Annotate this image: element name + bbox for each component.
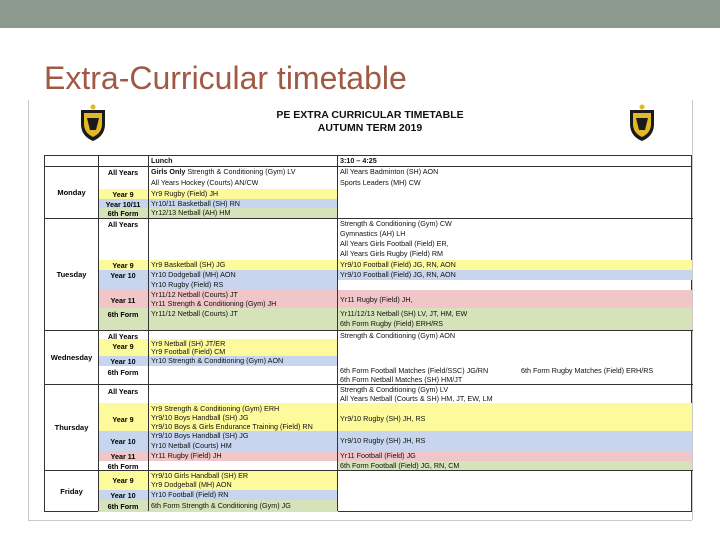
lunch-activity: Yr9/10 Girls Handball (SH) ER xyxy=(151,472,249,480)
lunch-activity: Yr9 Football (Field) CM xyxy=(151,348,226,356)
after-activity: All Years Badminton (SH) AON xyxy=(340,168,439,176)
lunch-activity: Yr9/10 Boys Handball (SH) JG xyxy=(151,414,249,422)
timetable-grid xyxy=(44,155,692,512)
lunch-activity: Yr10 Rugby (Field) RS xyxy=(151,281,224,289)
after-activity: All Years Girls Rugby (Field) RM xyxy=(340,250,444,258)
day-thursday: Thursday xyxy=(45,384,98,470)
year-label: All Years xyxy=(107,168,139,177)
after-activity: 6th Form Rugby Matches (Field) ERH/RS xyxy=(521,367,654,375)
year-label: Year 10 xyxy=(110,357,136,366)
after-activity: Yr11/12/13 Netball (SH) LV, JT, HM, EW xyxy=(340,310,468,318)
lunch-activity: Yr9/10 Boys & Girls Endurance Training (Field) RN xyxy=(151,423,313,431)
after-activity: 6th Form Rugby (Field) ERH/RS xyxy=(340,320,444,328)
year-label: All Years xyxy=(107,332,139,341)
lunch-activity: Yr9 Basketball (SH) JG xyxy=(151,261,226,269)
lunch-activity: Yr9 Dodgeball (MH) AON xyxy=(151,481,232,489)
after-activity: Strength & Conditioning (Gym) LV xyxy=(340,386,449,394)
year-label: Year 10 xyxy=(110,271,136,280)
lunch-activity: Yr9 Strength & Conditioning (Gym) ERH xyxy=(151,405,280,413)
day-friday: Friday xyxy=(45,470,98,512)
day-tuesday: Tuesday xyxy=(45,218,98,330)
girls-only-label: Girls Only xyxy=(151,168,186,176)
after-activity: Yr9/10 Football (Field) JG, RN, AON xyxy=(340,261,456,269)
school-crest-right-icon xyxy=(627,104,657,142)
year-label: All Years xyxy=(107,220,139,229)
lunch-activity: 6th Form Strength & Conditioning (Gym) JG xyxy=(151,502,291,510)
lunch-activity: Yr12/13 Netball (AH) HM xyxy=(151,209,231,217)
lunch-activity-text: Strength & Conditioning (Gym) LV xyxy=(187,168,296,176)
after-activity: Sports Leaders (MH) CW xyxy=(340,179,421,187)
year-label: Year 9 xyxy=(112,415,134,424)
lunch-activity: Yr11 Rugby (Field) JH xyxy=(151,452,222,460)
year-label: Year 10 xyxy=(110,491,136,500)
year-label: 6th Form xyxy=(107,310,139,319)
year-label: 6th Form xyxy=(107,368,139,377)
lunch-activity: Yr9 Rugby (Field) JH xyxy=(151,190,219,198)
day-monday: Monday xyxy=(57,187,86,197)
lunch-activity xyxy=(149,168,296,176)
year-label: Year 11 xyxy=(110,296,136,305)
header-after-school: 3:10 – 4:25 xyxy=(340,157,377,165)
lunch-activity: Yr11 Strength & Conditioning (Gym) JH xyxy=(151,300,277,308)
slide-frame-left xyxy=(28,100,29,520)
after-activity: Yr11 Rugby (Field) JH, xyxy=(340,296,413,304)
after-activity: 6th Form Football Matches (Field/SSC) JG/RN xyxy=(340,367,489,375)
year-label: Year 9 xyxy=(112,190,134,199)
after-activity: Yr9/10 Football (Field) JG, RN, AON xyxy=(340,271,456,279)
after-activity: Yr9/10 Rugby (SH) JH, RS xyxy=(340,415,426,423)
row-separator xyxy=(98,330,693,331)
header-separator xyxy=(45,166,691,167)
after-activity: Yr9/10 Rugby (SH) JH, RS xyxy=(340,437,426,445)
after-activity: Gymnastics (AH) LH xyxy=(340,230,406,238)
lunch-activity: Yr10/11 Basketball (SH) RN xyxy=(151,200,240,208)
after-activity: All Years Girls Football (Field) ER, xyxy=(340,240,449,248)
year-label: Year 10 xyxy=(110,437,136,446)
lunch-activity: Yr10 Dodgeball (MH) AON xyxy=(151,271,236,279)
slide-frame-bottom xyxy=(28,520,692,521)
year-label: 6th Form xyxy=(107,502,139,511)
after-activity: 6th Form Football (Field) JG, RN, CM xyxy=(340,462,460,470)
lunch-activity: Yr10 Netball (Courts) HM xyxy=(151,442,232,450)
lunch-activity: Yr11/12 Netball (Courts) JT xyxy=(151,291,238,299)
year-label: Year 9 xyxy=(112,261,134,270)
day-wednesday: Wednesday xyxy=(45,330,98,384)
lunch-activity: Yr9 Netball (SH) JT/ER xyxy=(151,340,226,348)
year-label: Year 9 xyxy=(112,476,134,485)
year-label: Year 10/11 xyxy=(105,200,141,209)
document-title xyxy=(250,109,490,135)
year-label: Year 11 xyxy=(110,452,136,461)
year-label: Year 9 xyxy=(112,342,134,351)
after-activity: Yr11 Football (Field) JG xyxy=(340,452,416,460)
header-lunch: Lunch xyxy=(151,157,173,165)
slide-top-bar xyxy=(0,0,720,28)
document-title-line2: AUTUMN TERM 2019 xyxy=(317,122,423,134)
lunch-activity: Yr11/12 Netball (Courts) JT xyxy=(151,310,238,318)
document-title-line1: PE EXTRA CURRICULAR TIMETABLE xyxy=(276,109,464,121)
after-activity: All Years Netball (Courts & SH) HM, JT, EW, LM xyxy=(340,395,493,403)
year-label: 6th Form xyxy=(107,209,139,218)
slide-frame-right xyxy=(692,100,693,520)
school-crest-left-icon xyxy=(78,104,108,142)
year-label: All Years xyxy=(107,387,139,396)
lunch-activity: Yr9/10 Boys Handball (SH) JG xyxy=(151,432,249,440)
lunch-activity: Yr10 Strength & Conditioning (Gym) AON xyxy=(151,357,284,365)
slide-title: Extra-Curricular timetable xyxy=(44,60,407,96)
after-activity: Strength & Conditioning (Gym) AON xyxy=(340,332,456,340)
lunch-activity: All Years Hockey (Courts) AN/CW xyxy=(151,179,259,187)
year-label: 6th Form xyxy=(107,462,139,471)
after-activity: Strength & Conditioning (Gym) CW xyxy=(340,220,452,228)
after-activity: 6th Form Netball Matches (SH) HM/JT xyxy=(340,376,463,384)
lunch-activity: Yr10 Football (Field) RN xyxy=(151,491,229,499)
row-separator xyxy=(98,218,693,219)
